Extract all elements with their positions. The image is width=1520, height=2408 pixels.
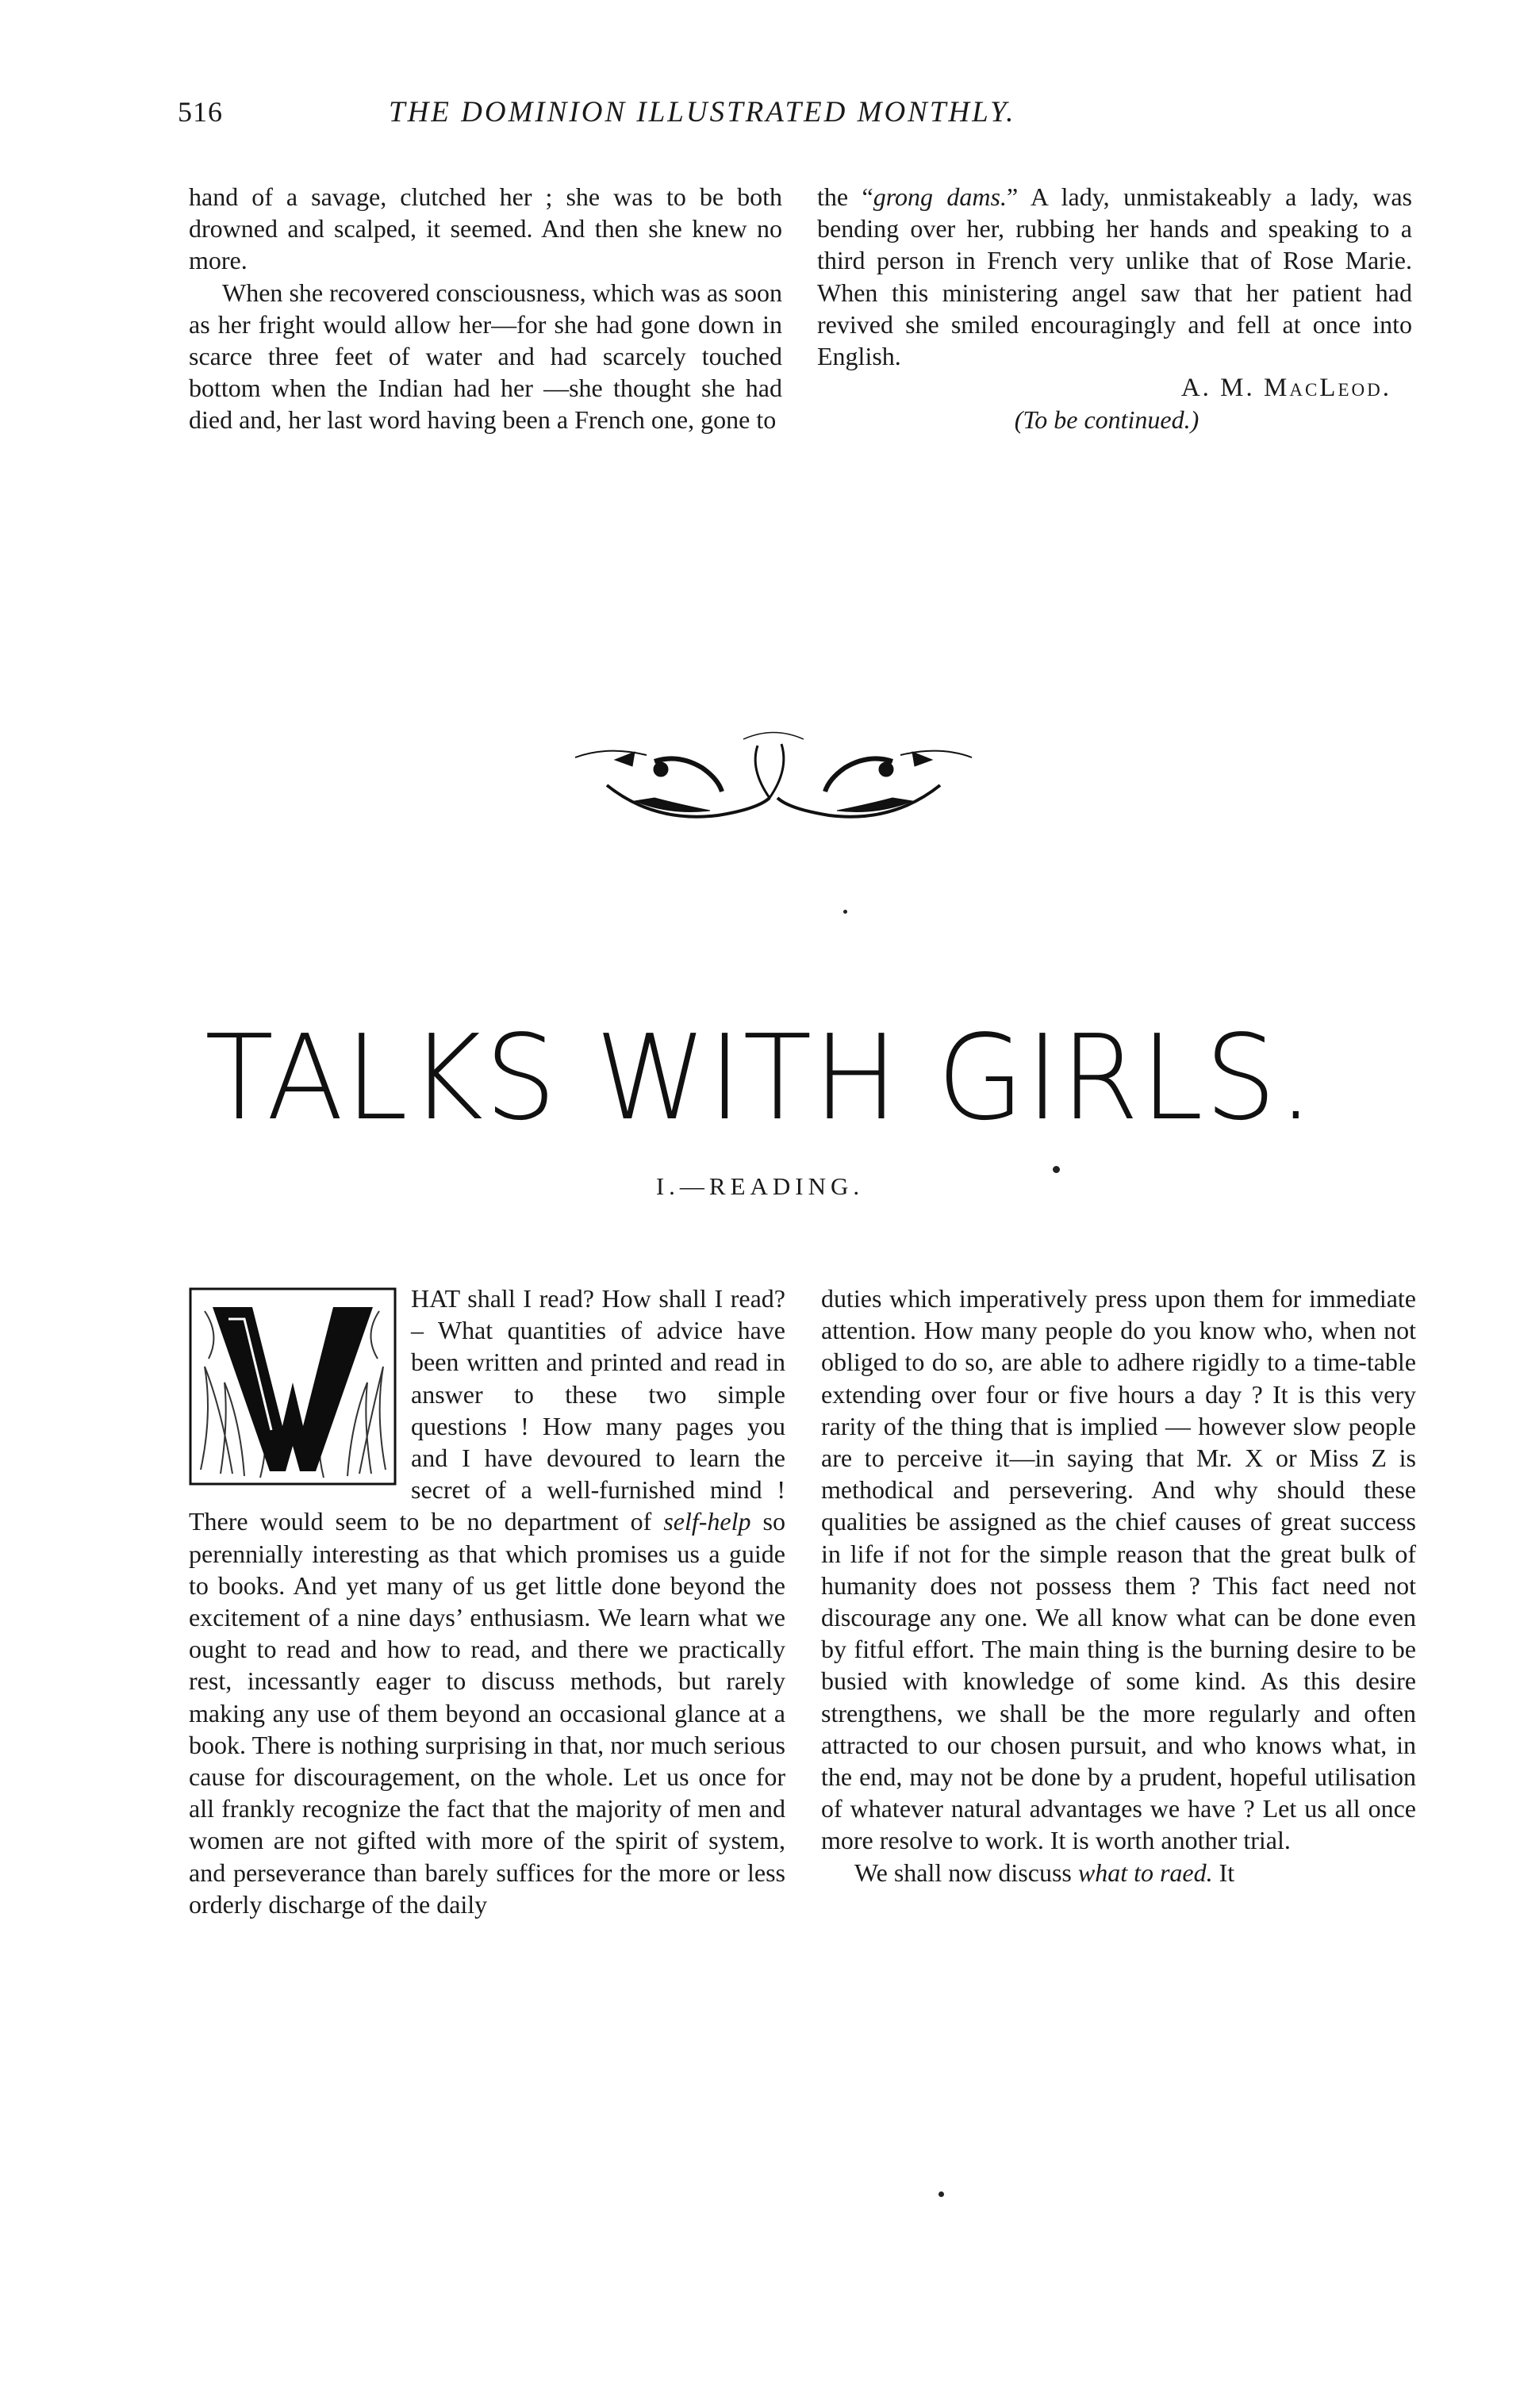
illuminated-w-dropcap-icon [189,1287,397,1486]
running-head: THE DOMINION ILLUSTRATED MONTHLY. [389,96,1016,128]
article-subtitle: I.—READING. [655,1172,865,1200]
article-text: We shall now discuss [854,1858,1078,1887]
story-italic-quote: grong dams. [873,182,1007,211]
story-text: the “ [817,182,873,211]
article-italic-phrase: what to raed. [1077,1858,1213,1887]
story-paragraph: When she recovered consciousness, which was as soon as her fright would allow her—for she had gone down in scarce three feet of water and had scarcely touched bottom when the Indian had her —she thought she had died and, her last word having been a French one, gone to [189,278,782,435]
article-text: HAT shall I read? How shall I read? – What quantities of advice have been written and printed and read in answer to these two simple questions ! How many pages you and I have devoured to learn the secret of a well-furnished mind ! There would seem to be no department of [189,1284,785,1536]
story-text: ” A lady, unmistakeably a lady, was bending over her, rubbing her hands and speaking to a third person in French very unlike that of Rose Marie. When this ministering angel saw that her patient had revived she smiled encouragingly and fell at once into English. [817,182,1413,371]
page-number: 516 [178,96,223,128]
print-speck [938,2191,944,2197]
article-paragraph: duties which imperatively press upon them for immediate attention. How many people do you know who, when not obliged to do so, are able to adhere rigidly to a time-table extending over four or five hours a day ? It is this very rarity of the thing that is implied — however slow people are to perceive it—in saying that Mr. X or Miss Z is methodical and persevering. And why should these qualities be assigned as the chief causes of great success in life if not for the simple reason that the great bulk of humanity does not possess them ? This fact need not discourage any one. We all know what can be done even by fitful effort. The main thing is the burning desire to be busied with knowledge of some kind. As this desire strengthens, we shall be the more regularly and often attracted to our chosen pursuit, and who knows what, in the end, may not be done by a prudent, hopeful utilisation of whatever natural advantages we have ? Let us all once more resolve to work. It is worth another trial. [821,1284,1416,1855]
article-title: TALKS WITH GIRLS. [205,1010,1315,1146]
story-left-column [189,181,782,436]
story-paragraph [817,181,1412,372]
article-text: It [1212,1858,1235,1887]
article-text: so perennially interesting as that which promises us a guide to books. And yet many of us get little done beyond the excitement of a nine days’ enthusiasm. We learn what we ought to read and how to read, and there we practically rest, incessantly eager to discuss methods, but rarely making any use of them beyond an occasional glance at a book. There is nothing surprising in that, nor much serious cause for discouragement, on the whole. Let us once for all frankly recognize the fact that the majority of men and women are not gifted with more of the spirit of system, and perseverance than barely suffices for the more or less orderly discharge of the daily [189,1507,786,1919]
story-right-column [817,181,1412,436]
article-paragraph [821,1857,1416,1888]
article-right-column [821,1283,1416,1888]
print-speck [843,910,847,914]
scroll-ornament-icon [559,722,988,833]
to-be-continued-note: (To be continued.) [1014,405,1199,435]
story-paragraph: hand of a savage, clutched her ; she was to be both drowned and scalped, it seemed. And then she knew no more. [189,182,782,275]
author-signature: A. M. MacLeod. [1180,374,1391,403]
page-header [0,95,1520,143]
article-left-column [189,1283,785,1920]
article-italic-term: self-help [663,1507,751,1536]
